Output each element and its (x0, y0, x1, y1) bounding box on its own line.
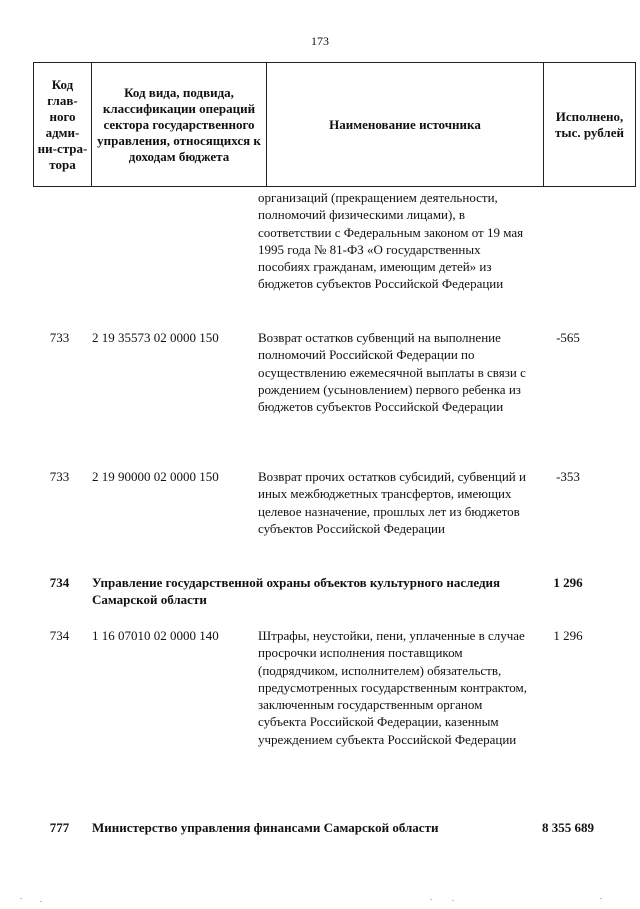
source-name: Возврат прочих остатков субсидий, субвенций и иных межбюджетных трансфертов, имеющих целевое назначение, прошлых лет из бюджетов субъектов Российской Федерации (258, 469, 526, 536)
source-name: Штрафы, неустойки, пени, уплаченные в случае просрочки исполнения поставщиком (подрядчиком, исполнителем) обязательств, предусмотренных государственным контрактом, заключенным государственным органом субъекта Российской Федерации, казенным учреждением субъекта Российской Федерации (258, 628, 528, 747)
group-total: 1 296 (553, 575, 583, 590)
scan-speck (452, 900, 454, 901)
admin-code: 734 (49, 628, 70, 643)
header-amount: Исполнено, тыс. рублей (544, 63, 636, 187)
amount: -565 (556, 330, 580, 345)
classification-code: 1 16 07010 02 0000 140 (92, 628, 219, 643)
scan-speck (430, 899, 432, 900)
header-admin-code: Код глав-ного адми-ни-стра-тора (34, 63, 92, 187)
header-source-name: Наименование источника (267, 63, 544, 187)
classification-code: 2 19 35573 02 0000 150 (92, 330, 219, 345)
scan-speck (40, 901, 42, 902)
administrator-name: Министерство управления финансами Самарской области (92, 820, 439, 835)
classification-code: 2 19 90000 02 0000 150 (92, 469, 219, 484)
admin-code: 733 (49, 330, 70, 345)
group-total: 8 355 689 (542, 820, 594, 835)
amount: -353 (556, 469, 580, 484)
header-classification-code: Код вида, подвида, классификации операций сектора государственного управления, относящихся к доходам бюджета (92, 63, 267, 187)
amount: 1 296 (553, 628, 583, 643)
scan-speck (20, 898, 22, 899)
table-header (33, 62, 636, 187)
admin-code: 777 (49, 820, 70, 835)
continuation-text: организаций (прекращением деятельности, полномочий физическими лицами), в соответствии с Федеральным законом от 19 мая 1995 года № 81-ФЗ «О государственных пособиях гражданам, имеющим детей» из бюджетов субъектов Российской Федерации (258, 190, 524, 292)
admin-code: 733 (49, 469, 70, 484)
page-number: 173 (311, 34, 329, 48)
source-name: Возврат остатков субвенций на выполнение полномочий Российской Федерации по осуществлению ежемесячной выплаты в связи с рождением (усыновлением) первого ребенка из бюджетов субъектов Российской Федерации (258, 330, 526, 415)
admin-code: 734 (49, 575, 70, 590)
scan-speck (600, 898, 602, 899)
administrator-name: Управление государственной охраны объектов культурного наследия Самарской области (92, 575, 501, 608)
